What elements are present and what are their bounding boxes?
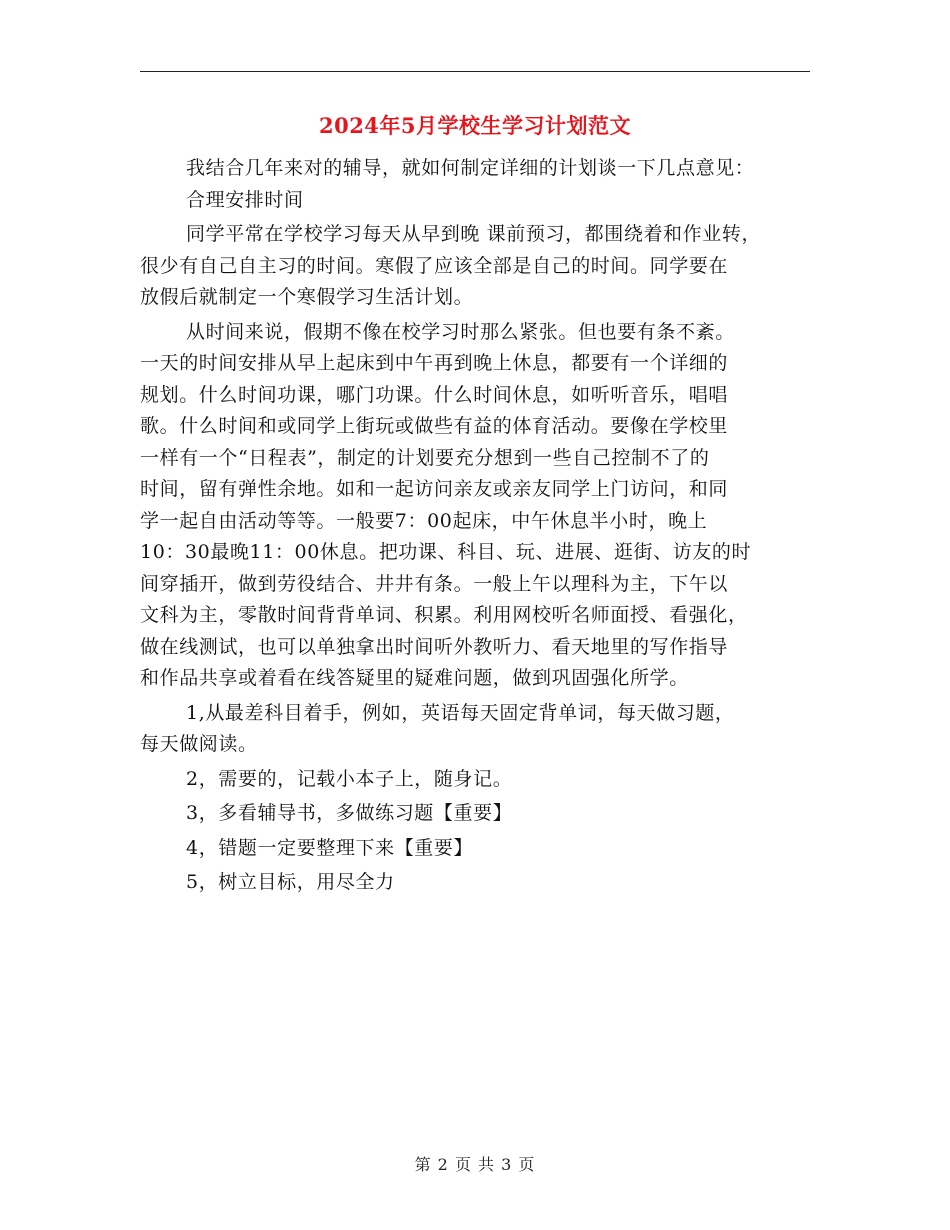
text-line: 时间，留有弹性余地。如和一起访问亲友或亲友同学上门访问，和同 xyxy=(140,478,729,500)
text-line: 和作品共享或着看在线答疑里的疑难问题，做到巩固强化所学。 xyxy=(140,667,689,689)
text-line: 一天的时间安排从早上起床到中午再到晚上休息，都要有一个详细的 xyxy=(140,352,729,374)
text-line: 同学平常在学校学习每天从早到晚 课前预习，都围绕着和作业转， xyxy=(186,223,762,245)
list-item xyxy=(140,867,812,899)
paragraph-intro xyxy=(140,153,812,185)
text-line: 放假后就制定一个寒假学习生活计划。 xyxy=(140,286,474,308)
text-line: 一样有一个“日程表”，制定的计划要充分想到一些自己控制不了的 xyxy=(140,446,710,469)
text-line: 学一起自由活动等等。一般要7：00起床，中午休息半小时，晚上 xyxy=(140,509,708,532)
text-line: 3，多看辅导书，多做练习题【重要】 xyxy=(186,802,513,824)
text-line: 合理安排时间 xyxy=(186,188,304,211)
text-line: 4，错题一定要整理下来【重要】 xyxy=(186,836,474,859)
list-item xyxy=(140,764,812,796)
paragraph-daily-study xyxy=(140,219,812,314)
text-line: 我结合几年来对的辅导，就如何制定详细的计划谈一下几点意见： xyxy=(186,157,755,179)
paragraph-time-schedule xyxy=(140,317,812,695)
text-line: 间穿插开，做到劳役结合、井井有条。一般上午以理科为主，下午以 xyxy=(140,572,729,595)
list-item xyxy=(140,833,812,865)
document-body xyxy=(140,153,812,899)
text-line: 每天做阅读。 xyxy=(140,733,258,755)
text-line: 做在线测试，也可以单独拿出时间听外教听力、看天地里的写作指导 xyxy=(140,635,729,658)
header-rule xyxy=(140,71,810,72)
text-line: 10：30最晚11：00休息。把功课、科目、玩、进展、逛街、访友的时 xyxy=(140,541,752,563)
list-item xyxy=(140,698,812,761)
text-line: 规划。什么时间功课，哪门功课。什么时间休息，如听听音乐，唱唱 xyxy=(140,383,729,406)
text-line: 1,从最差科目着手，例如，英语每天固定背单词，每天做习题， xyxy=(186,701,735,724)
paragraph-section-heading xyxy=(140,185,812,217)
text-line: 从时间来说，假期不像在校学习时那么紧张。但也要有条不紊。 xyxy=(186,320,735,343)
text-line: 5，树立目标，用尽全力 xyxy=(186,871,395,893)
page-number-footer: 第 2 页 共 3 页 xyxy=(414,1155,536,1174)
text-line: 文科为主，零散时间背背单词、积累。利用网校听名师面授、看强化， xyxy=(140,604,748,626)
text-line: 很少有自己自主习的时间。寒假了应该全部是自己的时间。同学要在 xyxy=(140,254,729,277)
document-title: 2024年5月学校生学习计划范文 xyxy=(318,113,632,138)
text-line: 歌。什么时间和或同学上街玩或做些有益的体育活动。要像在学校里 xyxy=(140,415,729,437)
list-item xyxy=(140,798,812,830)
text-line: 2，需要的，记载小本子上，随身记。 xyxy=(186,767,513,790)
